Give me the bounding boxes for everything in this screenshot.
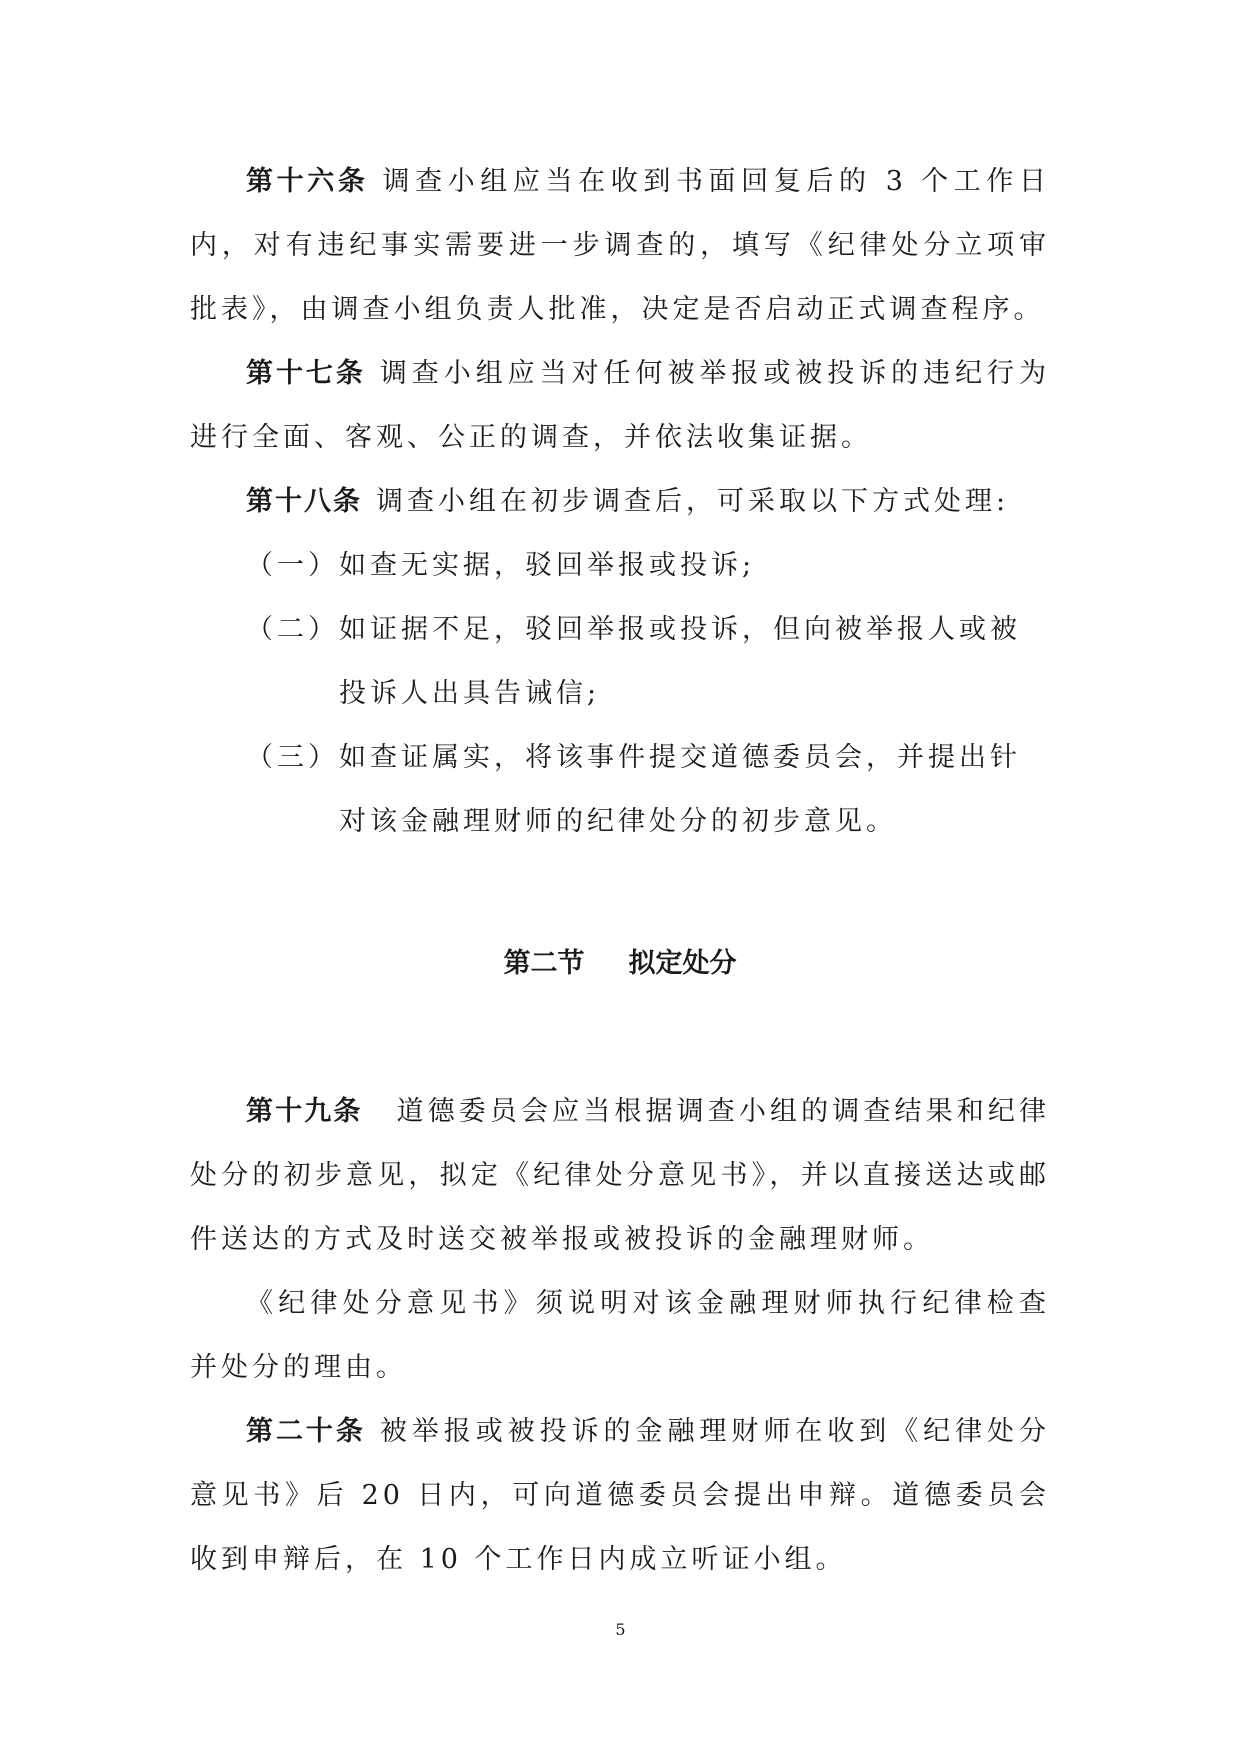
page-number: 5 (615, 1620, 626, 1639)
list-item (246, 534, 1050, 598)
section-number: 第二节 (503, 948, 585, 979)
item-number: （三） (246, 742, 339, 773)
item-number: （二） (246, 614, 339, 645)
article-18 (190, 470, 1050, 534)
article-17 (190, 342, 1050, 470)
article-text: 调查小组应当对任何被举报或被投诉的违纪行为进行全面、客观、公正的调查，并依法收集证据。 (190, 358, 1051, 453)
article-text: 调查小组在初步调查后，可采取以下方式处理: (376, 486, 1010, 517)
item-text: 如查无实据，驳回举报或投诉; (339, 550, 756, 581)
article-20 (190, 1400, 1050, 1592)
article-text: 被举报或被投诉的金融理财师在收到《纪律处分意见书》后 20 日内，可向道德委员会提出申辩。道德委员会收到申辩后，在 10 个工作日内成立听证小组。 (190, 1416, 1051, 1575)
item-text: 如查证属实，将该事件提交道德委员会，并提出针对该金融理财师的纪律处分的初步意见。 (339, 742, 1021, 837)
section-heading (190, 932, 1050, 996)
article-text: 调查小组应当在收到书面回复后的 3 个工作日内，对有违纪事实需要进一步调查的，填写《纪律处分立项审批表》，由调查小组负责人批准，决定是否启动正式调查程序。 (190, 166, 1051, 325)
item-number: （一） (246, 550, 339, 581)
article-19 (190, 1080, 1050, 1272)
article-label: 第十九条 (246, 1096, 363, 1127)
item-text: 如证据不足，驳回举报或投诉，但向被举报人或被投诉人出具告诫信; (339, 614, 1021, 709)
article-label: 第十八条 (246, 486, 362, 517)
article-text: 道德委员会应当根据调查小组的调查结果和纪律处分的初步意见，拟定《纪律处分意见书》，并以直接送达或邮件送达的方式及时送交被举报或被投诉的金融理财师。 (190, 1096, 1050, 1255)
section-title: 拟定处分 (628, 948, 737, 979)
article-label: 第十六条 (246, 166, 369, 197)
article-label: 第十七条 (246, 358, 366, 389)
article-16 (190, 150, 1050, 342)
article-label: 第二十条 (246, 1416, 366, 1447)
list-item (246, 726, 1050, 854)
document-page (190, 150, 1050, 1592)
note-paragraph: 《纪律处分意见书》须说明对该金融理财师执行纪律检查并处分的理由。 (190, 1288, 1050, 1383)
list-item (246, 598, 1050, 726)
